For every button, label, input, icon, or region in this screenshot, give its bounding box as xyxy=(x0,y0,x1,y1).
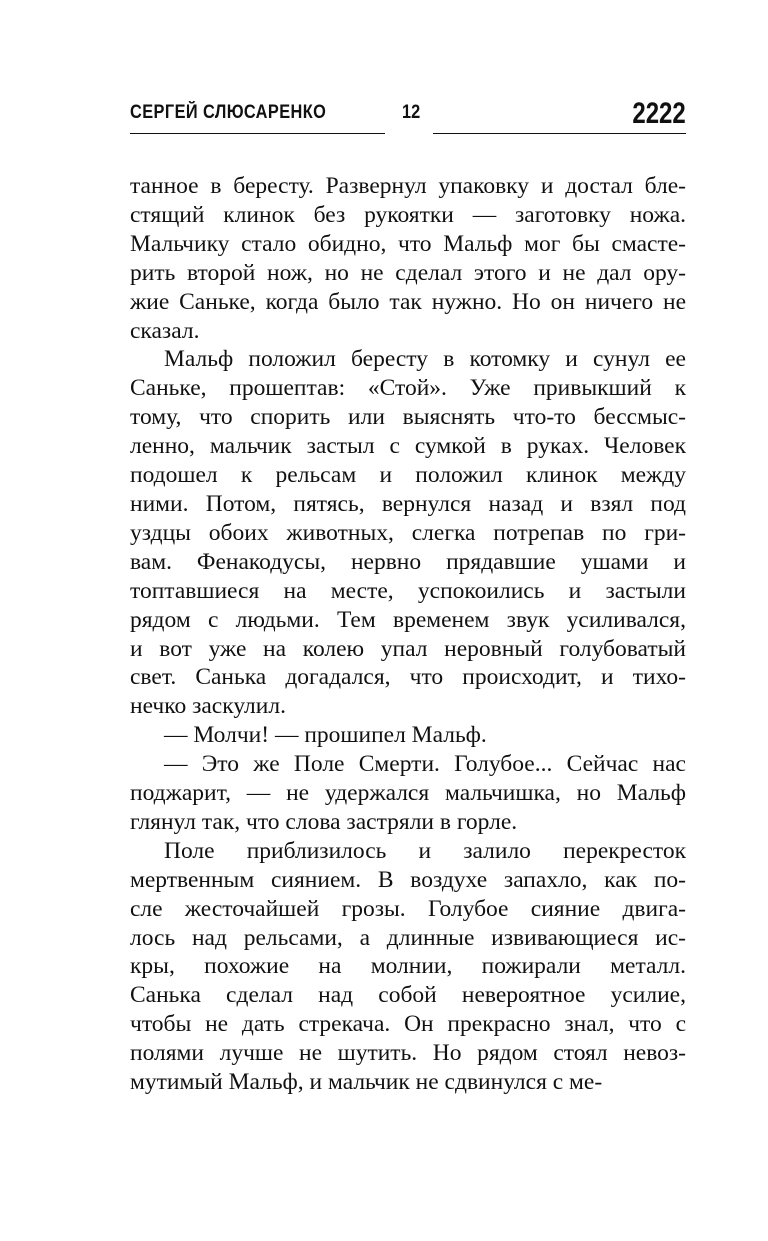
text-line: жие Саньке, когда было так нужно. Но он ничего не xyxy=(130,288,686,315)
text-line: мутимый Мальф, и мальчик не сдвинулся с ме- xyxy=(130,1069,603,1096)
text-line: свет. Санька догадался, что происходит, и тихо- xyxy=(130,664,686,691)
text-line: глянул так, что слова застряли в горле. xyxy=(130,808,518,835)
text-line: ленно, мальчик застыл с сумкой в руках. Человек xyxy=(130,433,686,460)
text-line: танное в бересту. Развернул упаковку и достал бле- xyxy=(130,173,686,199)
text-line: сле жесточайшей грозы. Голубое сияние двига- xyxy=(130,895,686,922)
paragraph xyxy=(130,721,686,750)
body-text xyxy=(130,172,686,1097)
text-line: Санька сделал над собой невероятное усилие, xyxy=(130,982,686,1009)
text-line: полями лучше не шутить. Но рядом стоял невоз- xyxy=(130,1040,686,1067)
text-line: — Молчи! — прошипел Мальф. xyxy=(164,722,487,749)
paragraph xyxy=(130,345,686,721)
text-line: нечко заскулил. xyxy=(130,693,286,720)
header-rule-right xyxy=(433,133,686,134)
text-line: рядом с людьми. Тем временем звук усиливался, xyxy=(130,606,686,633)
text-line: уздцы обоих животных, слегка потрепав по гри- xyxy=(130,519,686,546)
text-line: Мальчику стало обидно, что Мальф мог бы смасте- xyxy=(130,230,686,257)
paragraph xyxy=(130,837,686,1097)
text-line: тому, что спорить или выяснять что-то бессмыс- xyxy=(130,404,686,431)
text-line: мертвенным сиянием. В воздухе запахло, как по- xyxy=(130,866,686,893)
text-line: и вот уже на колею упал неровный голубоватый xyxy=(130,635,686,662)
text-line: поджарит, — не удержался мальчишка, но Мальф xyxy=(130,780,686,807)
text-line: топтавшиеся на месте, успокоились и застыли xyxy=(130,577,686,604)
text-line: ними. Потом, пятясь, вернулся назад и взял под xyxy=(130,490,686,517)
text-line: Поле приблизилось и залило перекресток xyxy=(164,837,686,864)
text-line: кры, похожие на молнии, пожирали металл. xyxy=(130,953,686,980)
running-header xyxy=(130,96,686,136)
text-line: вам. Фенакодусы, нервно прядавшие ушами и xyxy=(130,548,686,575)
page-number: 12 xyxy=(402,102,421,123)
text-line: лось над рельсами, а длинные извивающиеся ис- xyxy=(130,924,686,951)
paragraph xyxy=(130,750,686,837)
paragraph xyxy=(130,172,686,345)
text-line: рить второй нож, но не сделал этого и не дал ору- xyxy=(130,259,686,286)
header-rule-left xyxy=(130,133,385,134)
author-name: СЕРГЕЙ СЛЮСАРЕНКО xyxy=(130,102,327,123)
text-line: стящий клинок без рукоятки — заготовку ножа. xyxy=(130,201,686,228)
text-line: чтобы не дать стрекача. Он прекрасно знал, что с xyxy=(130,1011,686,1038)
text-line: сказал. xyxy=(130,317,200,344)
text-line: — Это же Поле Смерти. Голубое... Сейчас нас xyxy=(164,751,686,778)
text-line: Мальф положил бересту в котомку и сунул ее xyxy=(164,346,686,373)
book-title: 2222 xyxy=(632,97,686,130)
text-line: Саньке, прошептав: «Стой». Уже привыкший к xyxy=(130,375,686,402)
text-line: подошел к рельсам и положил клинок между xyxy=(130,462,686,489)
